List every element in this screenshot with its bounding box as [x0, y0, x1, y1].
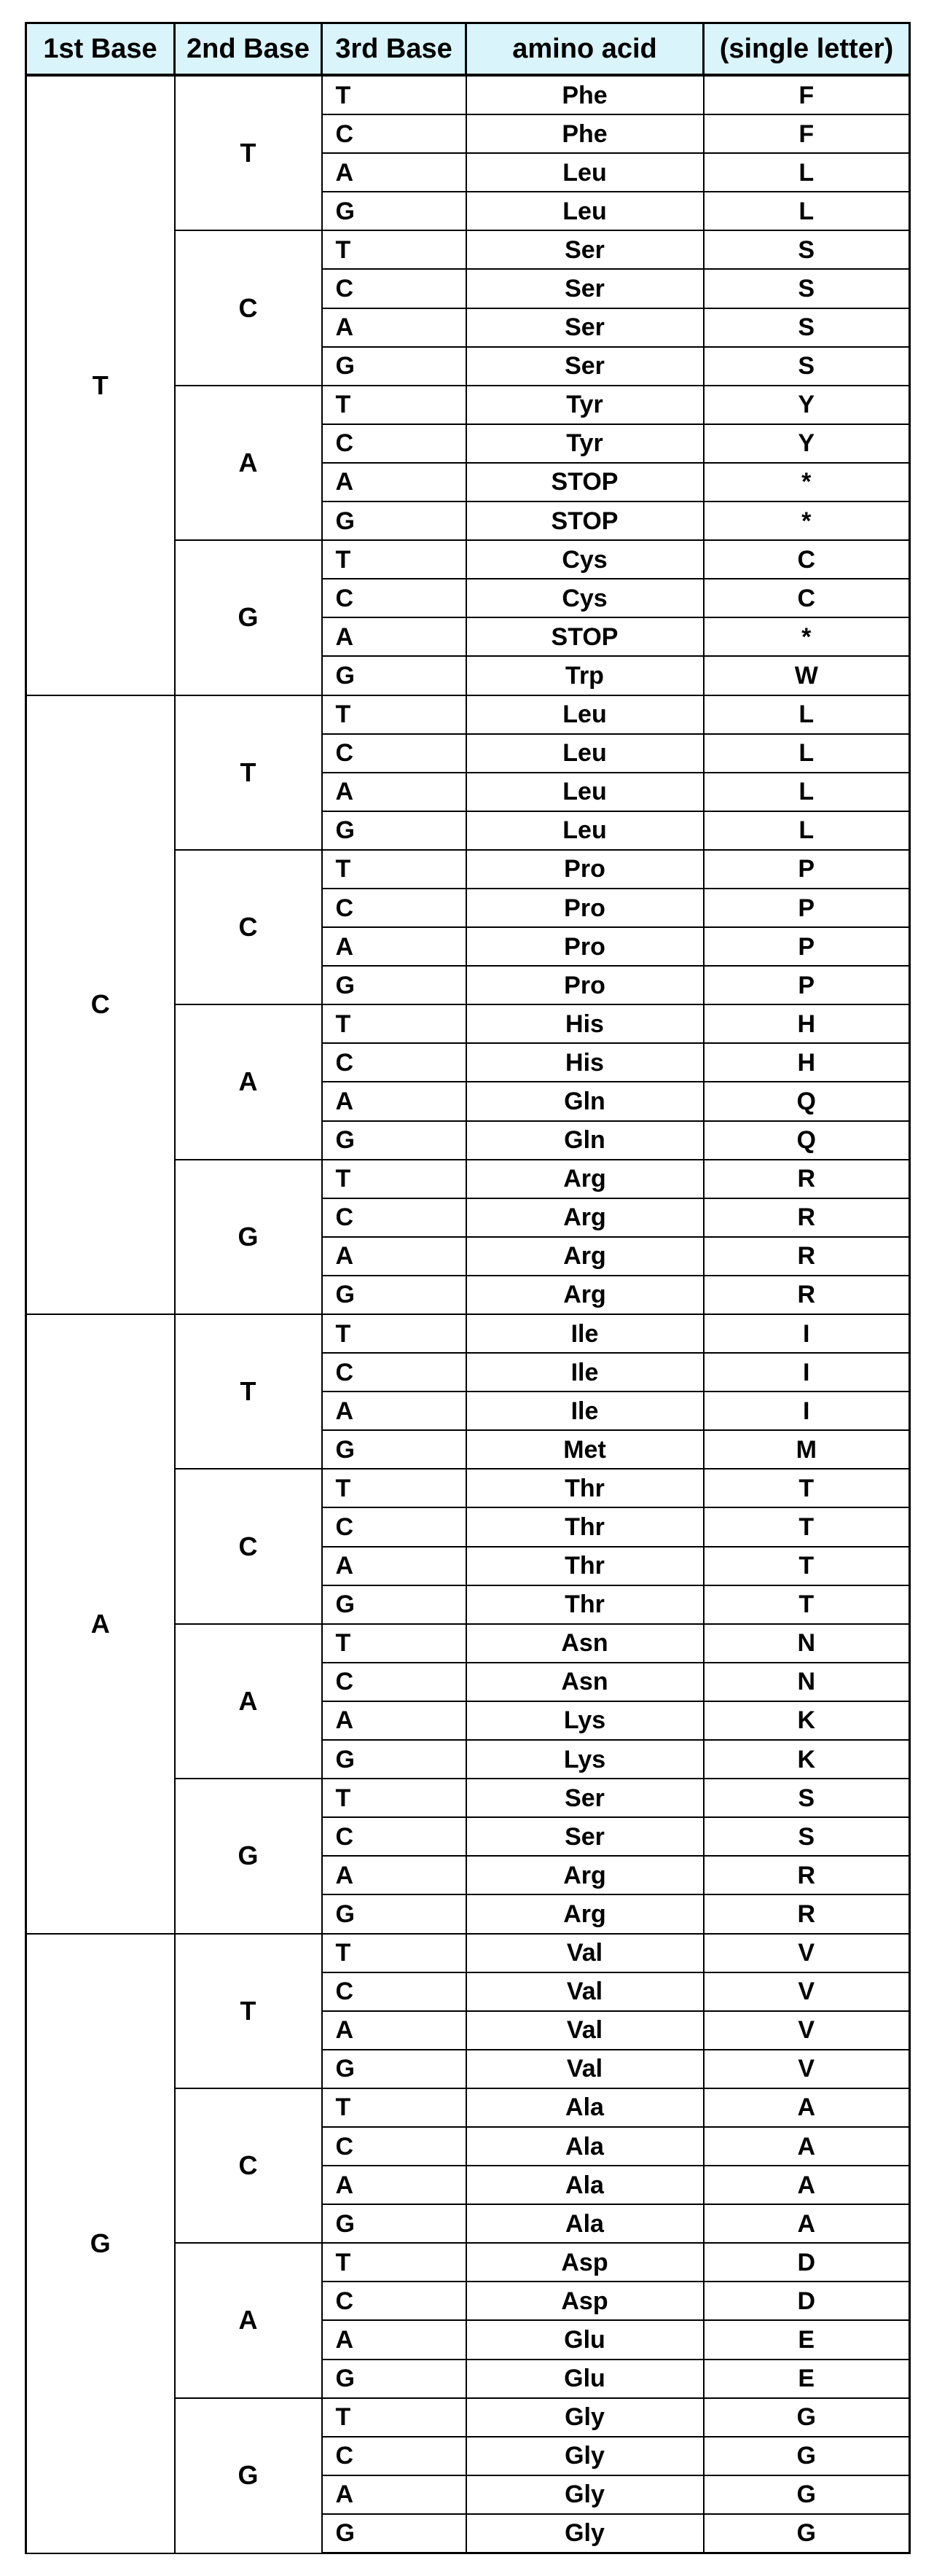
third-base-cell: T — [322, 1624, 466, 1663]
third-base-cell: A — [322, 1701, 466, 1740]
amino-acid-cell: Gly — [466, 2437, 704, 2475]
third-base-cell: C — [322, 1353, 466, 1392]
second-base-cell: A — [175, 1004, 322, 1159]
single-letter-cell: A — [704, 2166, 910, 2204]
amino-acid-cell: Pro — [466, 850, 704, 889]
third-base-cell: A — [322, 1392, 466, 1430]
single-letter-cell: A — [704, 2127, 910, 2166]
amino-acid-cell: Ala — [466, 2127, 704, 2166]
single-letter-cell: L — [704, 811, 910, 850]
third-base-cell: A — [322, 1082, 466, 1120]
amino-acid-cell: Gly — [466, 2514, 704, 2553]
single-letter-cell: R — [704, 1894, 910, 1933]
third-base-cell: G — [322, 501, 466, 540]
single-letter-cell: I — [704, 1314, 910, 1353]
third-base-cell: G — [322, 1121, 466, 1160]
single-letter-cell: S — [704, 308, 910, 347]
amino-acid-cell: Tyr — [466, 386, 704, 424]
amino-acid-cell: Pro — [466, 966, 704, 1004]
third-base-cell: T — [322, 386, 466, 424]
single-letter-cell: N — [704, 1624, 910, 1663]
amino-acid-cell: Lys — [466, 1701, 704, 1740]
single-letter-cell: T — [704, 1585, 910, 1624]
amino-acid-cell: Phe — [466, 114, 704, 153]
single-letter-cell: T — [704, 1469, 910, 1507]
amino-acid-cell: Cys — [466, 540, 704, 579]
second-base-cell: G — [175, 540, 322, 695]
single-letter-cell: S — [704, 1779, 910, 1817]
single-letter-cell: L — [704, 734, 910, 773]
second-base-cell: G — [175, 1779, 322, 1933]
header-third-base: 3rd Base — [322, 23, 466, 76]
amino-acid-cell: Ile — [466, 1314, 704, 1353]
single-letter-cell: G — [704, 2475, 910, 2514]
third-base-cell: A — [322, 308, 466, 347]
third-base-cell: T — [322, 1934, 466, 1972]
amino-acid-cell: Arg — [466, 1237, 704, 1276]
header-single-letter: (single letter) — [704, 23, 910, 76]
third-base-cell: C — [322, 1043, 466, 1082]
single-letter-cell: L — [704, 153, 910, 192]
amino-acid-cell: Thr — [466, 1547, 704, 1585]
header-row — [26, 23, 910, 76]
single-letter-cell: C — [704, 579, 910, 617]
amino-acid-cell: Ser — [466, 1779, 704, 1817]
single-letter-cell: * — [704, 617, 910, 656]
single-letter-cell: * — [704, 501, 910, 540]
third-base-cell: C — [322, 2282, 466, 2320]
single-letter-cell: R — [704, 1856, 910, 1894]
second-base-cell: A — [175, 386, 322, 540]
single-letter-cell: E — [704, 2320, 910, 2359]
third-base-cell: A — [322, 463, 466, 501]
single-letter-cell: R — [704, 1276, 910, 1314]
single-letter-cell: E — [704, 2360, 910, 2398]
amino-acid-cell: Gln — [466, 1121, 704, 1160]
second-base-cell: C — [175, 230, 322, 385]
single-letter-cell: V — [704, 2011, 910, 2050]
amino-acid-cell: Asn — [466, 1624, 704, 1663]
single-letter-cell: D — [704, 2243, 910, 2282]
amino-acid-cell: Arg — [466, 1276, 704, 1314]
first-base-cell: G — [26, 1934, 175, 2553]
single-letter-cell: P — [704, 889, 910, 927]
second-base-cell: T — [175, 695, 322, 850]
third-base-cell: G — [322, 1894, 466, 1933]
single-letter-cell: T — [704, 1507, 910, 1546]
single-letter-cell: I — [704, 1392, 910, 1430]
amino-acid-cell: Ile — [466, 1392, 704, 1430]
amino-acid-cell: Pro — [466, 889, 704, 927]
amino-acid-cell: Ala — [466, 2166, 704, 2204]
second-base-cell: C — [175, 1469, 322, 1623]
amino-acid-cell: Lys — [466, 1740, 704, 1779]
third-base-cell: A — [322, 1856, 466, 1894]
amino-acid-cell: Ser — [466, 308, 704, 347]
third-base-cell: A — [322, 2011, 466, 2050]
third-base-cell: G — [322, 1740, 466, 1779]
header-amino-acid: amino acid — [466, 23, 704, 76]
first-base-cell: T — [26, 75, 175, 695]
third-base-cell: G — [322, 2204, 466, 2243]
codon-table-container — [25, 22, 911, 2554]
header-first-base: 1st Base — [26, 23, 175, 76]
amino-acid-cell: Leu — [466, 811, 704, 850]
third-base-cell: C — [322, 1507, 466, 1546]
third-base-cell: T — [322, 1314, 466, 1353]
single-letter-cell: * — [704, 463, 910, 501]
third-base-cell: C — [322, 1663, 466, 1701]
second-base-cell: T — [175, 1314, 322, 1469]
third-base-cell: T — [322, 2088, 466, 2127]
amino-acid-cell: Leu — [466, 734, 704, 773]
amino-acid-cell: Val — [466, 2050, 704, 2088]
amino-acid-cell: Asn — [466, 1663, 704, 1701]
single-letter-cell: G — [704, 2398, 910, 2437]
single-letter-cell: S — [704, 269, 910, 308]
amino-acid-cell: STOP — [466, 617, 704, 656]
second-base-cell: T — [175, 75, 322, 230]
amino-acid-cell: STOP — [466, 463, 704, 501]
codon-table — [25, 22, 911, 2554]
amino-acid-cell: Trp — [466, 656, 704, 695]
second-base-cell: C — [175, 850, 322, 1004]
single-letter-cell: S — [704, 230, 910, 269]
third-base-cell: T — [322, 695, 466, 734]
single-letter-cell: R — [704, 1160, 910, 1198]
amino-acid-cell: Ser — [466, 269, 704, 308]
second-base-cell: G — [175, 1160, 322, 1314]
amino-acid-cell: Ala — [466, 2204, 704, 2243]
amino-acid-cell: Tyr — [466, 424, 704, 463]
third-base-cell: A — [322, 1547, 466, 1585]
amino-acid-cell: Thr — [466, 1507, 704, 1546]
single-letter-cell: S — [704, 347, 910, 386]
single-letter-cell: V — [704, 1972, 910, 2011]
amino-acid-cell: Gly — [466, 2398, 704, 2437]
single-letter-cell: Q — [704, 1082, 910, 1120]
single-letter-cell: P — [704, 966, 910, 1004]
amino-acid-cell: Arg — [466, 1894, 704, 1933]
single-letter-cell: R — [704, 1198, 910, 1237]
amino-acid-cell: Pro — [466, 927, 704, 966]
single-letter-cell: G — [704, 2437, 910, 2475]
amino-acid-cell: Arg — [466, 1856, 704, 1894]
third-base-cell: C — [322, 424, 466, 463]
third-base-cell: T — [322, 1160, 466, 1198]
second-base-cell: A — [175, 2243, 322, 2397]
amino-acid-cell: Glu — [466, 2360, 704, 2398]
table-row — [26, 75, 910, 114]
second-base-cell: T — [175, 1934, 322, 2088]
first-base-cell: A — [26, 1314, 175, 1934]
amino-acid-cell: Ser — [466, 1817, 704, 1856]
third-base-cell: A — [322, 617, 466, 656]
amino-acid-cell: Gly — [466, 2475, 704, 2514]
third-base-cell: G — [322, 1585, 466, 1624]
header-second-base: 2nd Base — [175, 23, 322, 76]
single-letter-cell: S — [704, 1817, 910, 1856]
single-letter-cell: L — [704, 192, 910, 230]
third-base-cell: C — [322, 579, 466, 617]
single-letter-cell: R — [704, 1237, 910, 1276]
single-letter-cell: F — [704, 114, 910, 153]
second-base-cell: C — [175, 2088, 322, 2243]
amino-acid-cell: Asp — [466, 2243, 704, 2282]
amino-acid-cell: Ser — [466, 347, 704, 386]
single-letter-cell: D — [704, 2282, 910, 2320]
amino-acid-cell: Ile — [466, 1353, 704, 1392]
single-letter-cell: P — [704, 927, 910, 966]
amino-acid-cell: Glu — [466, 2320, 704, 2359]
table-body — [26, 75, 910, 2553]
single-letter-cell: Y — [704, 424, 910, 463]
third-base-cell: C — [322, 1972, 466, 2011]
third-base-cell: T — [322, 75, 466, 114]
single-letter-cell: N — [704, 1663, 910, 1701]
second-base-cell: G — [175, 2398, 322, 2553]
amino-acid-cell: Val — [466, 1972, 704, 2011]
first-base-cell: C — [26, 695, 175, 1315]
amino-acid-cell: STOP — [466, 501, 704, 540]
single-letter-cell: Y — [704, 386, 910, 424]
single-letter-cell: W — [704, 656, 910, 695]
amino-acid-cell: Leu — [466, 192, 704, 230]
third-base-cell: G — [322, 1430, 466, 1469]
single-letter-cell: L — [704, 773, 910, 811]
third-base-cell: C — [322, 889, 466, 927]
amino-acid-cell: Ala — [466, 2088, 704, 2127]
third-base-cell: A — [322, 153, 466, 192]
third-base-cell: G — [322, 2050, 466, 2088]
amino-acid-cell: Val — [466, 2011, 704, 2050]
amino-acid-cell: Thr — [466, 1585, 704, 1624]
second-base-cell: A — [175, 1624, 322, 1779]
third-base-cell: G — [322, 966, 466, 1004]
single-letter-cell: A — [704, 2204, 910, 2243]
single-letter-cell: C — [704, 540, 910, 579]
third-base-cell: A — [322, 2166, 466, 2204]
third-base-cell: A — [322, 773, 466, 811]
amino-acid-cell: Cys — [466, 579, 704, 617]
third-base-cell: T — [322, 1004, 466, 1043]
single-letter-cell: T — [704, 1547, 910, 1585]
third-base-cell: C — [322, 2437, 466, 2475]
single-letter-cell: M — [704, 1430, 910, 1469]
third-base-cell: T — [322, 230, 466, 269]
third-base-cell: G — [322, 2360, 466, 2398]
third-base-cell: C — [322, 114, 466, 153]
table-row — [26, 1934, 910, 1972]
amino-acid-cell: Arg — [466, 1198, 704, 1237]
third-base-cell: G — [322, 656, 466, 695]
third-base-cell: G — [322, 1276, 466, 1314]
amino-acid-cell: His — [466, 1043, 704, 1082]
third-base-cell: A — [322, 927, 466, 966]
amino-acid-cell: Gln — [466, 1082, 704, 1120]
third-base-cell: A — [322, 1237, 466, 1276]
amino-acid-cell: Asp — [466, 2282, 704, 2320]
third-base-cell: C — [322, 269, 466, 308]
third-base-cell: T — [322, 1779, 466, 1817]
single-letter-cell: V — [704, 2050, 910, 2088]
amino-acid-cell: Thr — [466, 1469, 704, 1507]
single-letter-cell: H — [704, 1004, 910, 1043]
third-base-cell: A — [322, 2320, 466, 2359]
third-base-cell: C — [322, 734, 466, 773]
single-letter-cell: I — [704, 1353, 910, 1392]
table-row — [26, 695, 910, 734]
single-letter-cell: G — [704, 2514, 910, 2553]
single-letter-cell: P — [704, 850, 910, 889]
amino-acid-cell: Val — [466, 1934, 704, 1972]
third-base-cell: T — [322, 2243, 466, 2282]
third-base-cell: C — [322, 1198, 466, 1237]
single-letter-cell: K — [704, 1701, 910, 1740]
amino-acid-cell: Met — [466, 1430, 704, 1469]
single-letter-cell: K — [704, 1740, 910, 1779]
single-letter-cell: Q — [704, 1121, 910, 1160]
third-base-cell: G — [322, 2514, 466, 2553]
amino-acid-cell: Leu — [466, 773, 704, 811]
third-base-cell: G — [322, 347, 466, 386]
table-header — [26, 23, 910, 76]
single-letter-cell: V — [704, 1934, 910, 1972]
third-base-cell: A — [322, 2475, 466, 2514]
single-letter-cell: A — [704, 2088, 910, 2127]
amino-acid-cell: Leu — [466, 153, 704, 192]
amino-acid-cell: Ser — [466, 230, 704, 269]
third-base-cell: G — [322, 811, 466, 850]
table-row — [26, 1314, 910, 1353]
third-base-cell: T — [322, 1469, 466, 1507]
amino-acid-cell: Leu — [466, 695, 704, 734]
amino-acid-cell: His — [466, 1004, 704, 1043]
third-base-cell: T — [322, 2398, 466, 2437]
single-letter-cell: F — [704, 75, 910, 114]
third-base-cell: T — [322, 850, 466, 889]
third-base-cell: C — [322, 1817, 466, 1856]
single-letter-cell: H — [704, 1043, 910, 1082]
amino-acid-cell: Phe — [466, 75, 704, 114]
third-base-cell: T — [322, 540, 466, 579]
single-letter-cell: L — [704, 695, 910, 734]
third-base-cell: C — [322, 2127, 466, 2166]
third-base-cell: G — [322, 192, 466, 230]
amino-acid-cell: Arg — [466, 1160, 704, 1198]
